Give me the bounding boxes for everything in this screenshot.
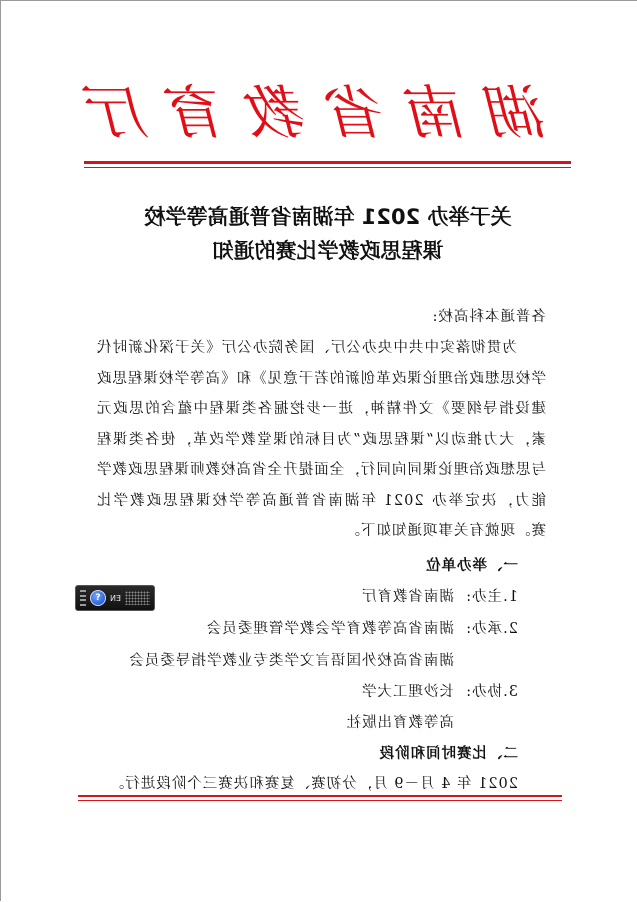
language-toggle[interactable]: EN: [110, 593, 122, 603]
document-title-line1: 关于举办 2021 年湖南省普通高等学校: [144, 205, 512, 229]
mirrored-document: [1, 1, 637, 902]
drag-handle-icon[interactable]: [80, 590, 86, 606]
organizer-value-1: 湖南省高等教育学会教学管理委员会: [206, 621, 454, 637]
body-paragraph: 为贯彻落实中共中央办公厅、国务院办公厅《关于深化新时代学校思想政治理论课改革创新的若干意见》和《高等学校课程思政建设指导纲要》文件精神，进一步挖掘各类课程中蕴含的思政元素，大力推动以“课程思政”为目标的课堂教学改革，使各类课程与思想政治理论课同向同行，全面提升全省高校教师课程思政教学能力，决定举办 2021 年湖南省普通高等学校课程思政教学比赛。现就有关事项通知如下。: [96, 340, 546, 539]
help-icon[interactable]: ?: [90, 590, 106, 606]
red-rule-top-thin: [84, 167, 571, 168]
host-value: 湖南省教育厅: [361, 589, 454, 605]
red-rule-top-thick: [84, 161, 571, 164]
schedule-text: 2021 年 4 月－9 月，分初赛、复赛和决赛三个阶段进行。: [108, 776, 518, 792]
organizer-label: 2.承办:: [465, 621, 518, 637]
document-title-line2: 课程思政教学比赛的通知: [212, 239, 444, 263]
host-label: 1.主办:: [465, 589, 518, 605]
floating-toolbar[interactable]: [75, 585, 155, 611]
section-heading-schedule: 二、比赛时间和阶段: [378, 746, 518, 762]
salutation: 各普通本科高校:: [431, 309, 546, 325]
co-organizer-value-1: 长沙理工大学: [361, 684, 454, 700]
red-rule-bottom-thick: [78, 795, 562, 797]
co-organizer-label: 3.协办:: [465, 684, 518, 700]
organizer-value-2: 湖南省高校外国语言文学类专业教学指导委员会: [128, 653, 454, 669]
red-rule-bottom-thin: [78, 800, 562, 801]
toolbar-grip-dots: [125, 591, 150, 605]
co-organizer-value-2: 高等教育出版社: [345, 715, 454, 731]
section-heading-organizers: 一、举办单位: [425, 558, 518, 574]
masthead: 湖南省教育厅: [68, 79, 549, 147]
